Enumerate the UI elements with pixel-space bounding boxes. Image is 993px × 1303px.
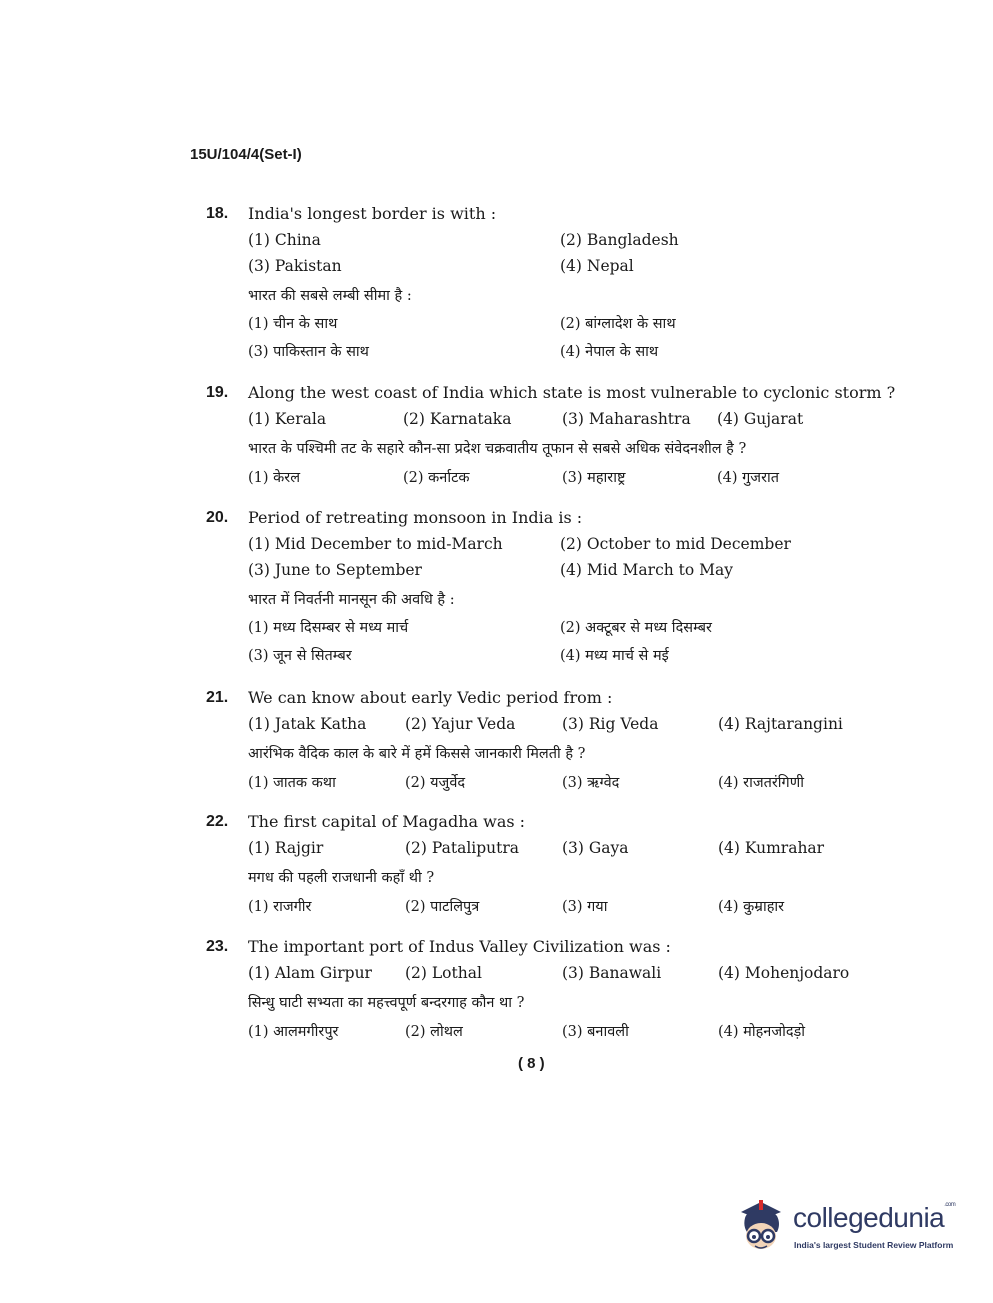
question-text-en: Period of retreating monsoon in India is : xyxy=(248,508,583,527)
question-text-en: India's longest border is with : xyxy=(248,204,497,223)
question-22 xyxy=(206,809,906,920)
question-23 xyxy=(206,934,906,1045)
logo-suffix: .com xyxy=(944,1202,956,1208)
option-3-hi: (3) महाराष्ट्र xyxy=(562,470,626,486)
question-text-hi: भारत की सबसे लम्बी सीमा है : xyxy=(248,288,412,304)
question-21 xyxy=(206,685,906,796)
option-1-hi: (1) चीन के साथ xyxy=(248,316,338,332)
option-4-hi: (4) गुजरात xyxy=(717,470,780,486)
option-3-en: (3) Maharashtra xyxy=(562,410,691,428)
question-text-hi: मगध की पहली राजधानी कहाँ थी ? xyxy=(248,870,435,886)
logo-wordmark: collegedunia xyxy=(793,1202,945,1233)
option-2-en: (2) October to mid December xyxy=(560,535,791,553)
question-number: 22. xyxy=(206,813,229,830)
option-3-hi: (3) जून से सितम्बर xyxy=(248,648,352,664)
question-number: 18. xyxy=(206,205,229,222)
option-2-en: (2) Karnataka xyxy=(403,410,512,428)
question-text-en: Along the west coast of India which state is most vulnerable to cyclonic storm ? xyxy=(248,383,896,402)
question-text-en: The first capital of Magadha was : xyxy=(248,812,526,831)
option-3-en: (3) Gaya xyxy=(562,839,629,857)
option-2-en: (2) Lothal xyxy=(405,964,482,982)
question-text-hi: सिन्धु घाटी सभ्यता का महत्त्वपूर्ण बन्दरगाह कौन था ? xyxy=(248,995,525,1011)
collegedunia-logo xyxy=(737,1196,962,1256)
option-4-hi: (4) राजतरंगिणी xyxy=(718,775,804,791)
option-4-hi: (4) कुम्राहार xyxy=(718,899,785,915)
option-4-en: (4) Kumrahar xyxy=(718,839,825,857)
option-1-hi: (1) राजगीर xyxy=(248,899,312,915)
question-20 xyxy=(206,505,906,669)
option-3-hi: (3) गया xyxy=(562,899,608,915)
option-4-en: (4) Rajtarangini xyxy=(718,715,843,733)
option-3-hi: (3) ऋग्वेद xyxy=(562,775,620,791)
option-1-en: (1) Mid December to mid-March xyxy=(248,535,503,553)
option-2-en: (2) Yajur Veda xyxy=(405,715,516,733)
question-19 xyxy=(206,380,906,491)
question-text-hi: आरंभिक वैदिक काल के बारे में हमें किससे जानकारी मिलती है ? xyxy=(248,746,586,762)
question-number: 19. xyxy=(206,384,229,401)
option-1-en: (1) Alam Girpur xyxy=(248,964,372,982)
question-text-en: We can know about early Vedic period from : xyxy=(248,688,613,707)
option-2-hi: (2) बांग्लादेश के साथ xyxy=(560,316,676,332)
option-1-hi: (1) आलमगीरपुर xyxy=(248,1024,339,1040)
option-1-hi: (1) मध्य दिसम्बर से मध्य मार्च xyxy=(248,620,409,636)
option-3-en: (3) Banawali xyxy=(562,964,662,982)
option-4-en: (4) Gujarat xyxy=(717,410,804,428)
option-1-hi: (1) केरल xyxy=(248,470,301,486)
option-1-en: (1) Kerala xyxy=(248,410,327,428)
option-4-en: (4) Mohenjodaro xyxy=(718,964,850,982)
option-1-en: (1) Rajgir xyxy=(248,839,324,857)
option-4-hi: (4) मोहनजोदड़ो xyxy=(718,1024,806,1040)
question-18 xyxy=(206,201,906,365)
option-3-hi: (3) बनावली xyxy=(562,1024,629,1040)
option-1-hi: (1) जातक कथा xyxy=(248,775,336,791)
option-2-hi: (2) पाटलिपुत्र xyxy=(405,899,480,915)
option-1-en: (1) China xyxy=(248,231,321,249)
option-2-hi: (2) अक्टूबर से मध्य दिसम्बर xyxy=(560,620,712,636)
question-text-hi: भारत में निवर्तनी मानसून की अवधि है : xyxy=(248,592,455,608)
option-2-hi: (2) लोथल xyxy=(405,1024,463,1040)
option-2-hi: (2) यजुर्वेद xyxy=(405,775,466,791)
option-3-en: (3) Pakistan xyxy=(248,257,342,275)
student-mascot-icon xyxy=(737,1196,789,1254)
option-2-hi: (2) कर्नाटक xyxy=(403,470,470,486)
option-3-hi: (3) पाकिस्तान के साथ xyxy=(248,344,369,360)
option-4-en: (4) Mid March to May xyxy=(560,561,734,579)
question-text-hi: भारत के पश्चिमी तट के सहारे कौन-सा प्रदेश चक्रवातीय तूफान से सबसे अधिक संवेदनशील है ? xyxy=(248,441,747,457)
question-number: 21. xyxy=(206,689,229,706)
option-3-en: (3) June to September xyxy=(248,561,422,579)
question-number: 23. xyxy=(206,938,229,955)
option-4-en: (4) Nepal xyxy=(560,257,634,275)
option-2-en: (2) Pataliputra xyxy=(405,839,520,857)
option-4-hi: (4) नेपाल के साथ xyxy=(560,344,659,360)
option-4-hi: (4) मध्य मार्च से मई xyxy=(560,648,669,664)
logo-tagline: India's largest Student Review Platform xyxy=(794,1240,954,1250)
page-number: ( 8 ) xyxy=(518,1055,545,1072)
option-1-en: (1) Jatak Katha xyxy=(248,715,367,733)
option-2-en: (2) Bangladesh xyxy=(560,231,679,249)
question-text-en: The important port of Indus Valley Civilization was : xyxy=(248,937,671,956)
paper-code: 15U/104/4(Set-I) xyxy=(190,146,302,163)
question-number: 20. xyxy=(206,509,229,526)
option-3-en: (3) Rig Veda xyxy=(562,715,659,733)
